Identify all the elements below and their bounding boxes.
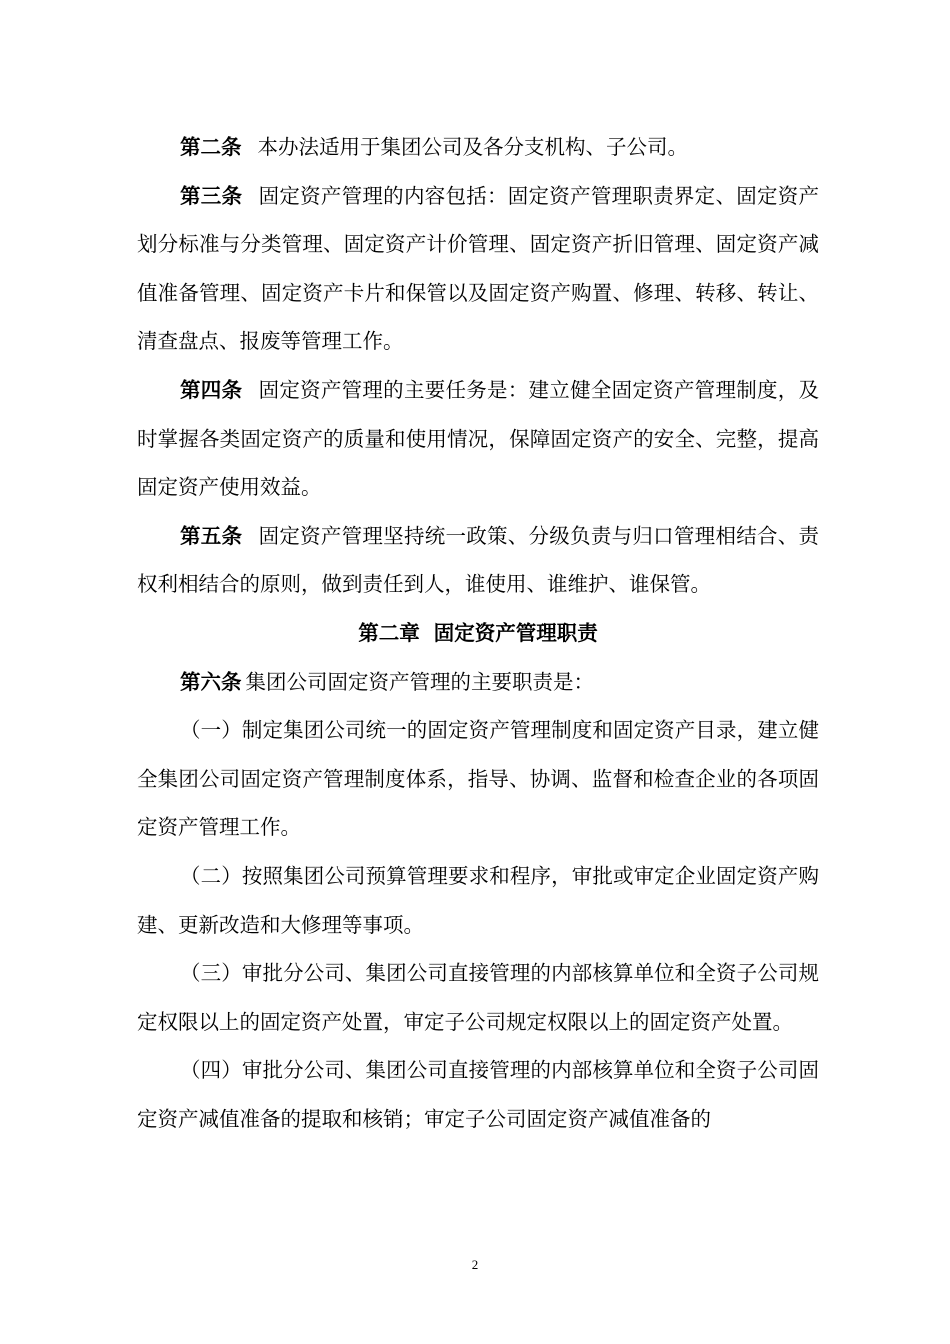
article-5	[137, 512, 819, 609]
article-4	[137, 366, 819, 512]
article-text: 集团公司固定资产管理的主要职责是：	[245, 669, 594, 694]
article-3	[137, 172, 819, 366]
article-text: 固定资产管理的内容包括：固定资产管理职责界定、固定资产划分标准与分类管理、固定资产计价管理、固定资产折旧管理、固定资产减值准备管理、固定资产卡片和保管以及固定资产购置、修理、转移、转让、清查盘点、报废等管理工作。	[137, 183, 820, 354]
article-label: 第五条	[180, 523, 243, 548]
article-label: 第三条	[180, 183, 243, 208]
article-label: 第二条	[180, 135, 242, 159]
article-text: 本办法适用于集团公司及各分支机构、子公司。	[257, 135, 688, 159]
article-6	[137, 658, 819, 707]
page-number: 2	[471, 1257, 479, 1272]
chapter-title: 固定资产管理职责	[433, 620, 598, 645]
article-text: 固定资产管理坚持统一政策、分级负责与归口管理相结合、责权利相结合的原则，做到责任到人，谁使用、谁维护、谁保管。	[137, 523, 820, 597]
document-body	[137, 123, 819, 1143]
article-2	[137, 123, 819, 172]
list-item: （三）审批分公司、集团公司直接管理的内部核算单位和全资子公司规定权限以上的固定资产处置，审定子公司规定权限以上的固定资产处置。	[137, 961, 819, 1034]
list-item: （一）制定集团公司统一的固定资产管理制度和固定资产目录，建立健全集团公司固定资产管理制度体系，指导、协调、监督和检查企业的各项固定资产管理工作。	[137, 718, 819, 840]
chapter-number: 第二章	[358, 620, 420, 645]
article-text: 固定资产管理的主要任务是：建立健全固定资产管理制度，及时掌握各类固定资产的质量和使用情况，保障固定资产的安全、完整，提高固定资产使用效益。	[137, 377, 820, 500]
chapter-heading	[137, 609, 819, 658]
list-item: （四）审批分公司、集团公司直接管理的内部核算单位和全资子公司固定资产减值准备的提取和核销；审定子公司固定资产减值准备的	[137, 1058, 819, 1131]
list-item: （二）按照集团公司预算管理要求和程序，审批或审定企业固定资产购建、更新改造和大修理等事项。	[137, 863, 819, 937]
article-label: 第六条	[180, 669, 242, 694]
article-label: 第四条	[180, 377, 243, 402]
